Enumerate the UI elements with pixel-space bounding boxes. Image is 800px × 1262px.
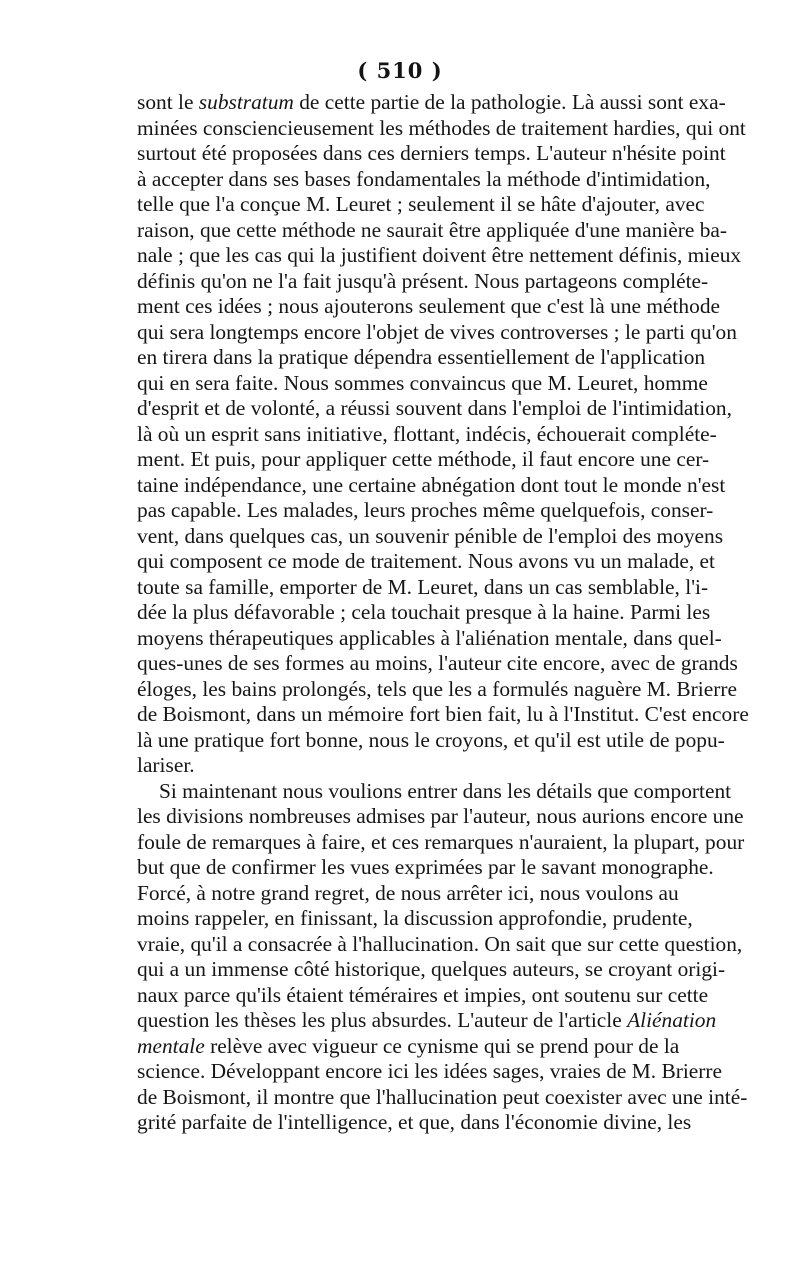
text-line: lariser. xyxy=(137,753,195,777)
text-line: ment. Et puis, pour appliquer cette méthode, il faut encore une cer- xyxy=(137,447,710,471)
text-line: d'esprit et de volonté, a réussi souvent dans l'emploi de l'intimidation, xyxy=(137,396,732,420)
text-line: taine indépendance, une certaine abnégation dont tout le monde n'est xyxy=(137,472,726,497)
text-line: moyens thérapeutiques applicables à l'aliénation mentale, dans quel- xyxy=(137,625,722,650)
text-line: à accepter dans ses bases fondamentales la méthode d'intimidation, xyxy=(137,166,711,191)
page-number: ( 510 ) xyxy=(357,58,443,83)
text-line: telle que l'a conçue M. Leuret ; seulement il se hâte d'ajouter, avec xyxy=(137,192,705,216)
text-line: les divisions nombreuses admises par l'auteur, nous aurions encore une xyxy=(137,804,744,828)
italic-term: Aliénation xyxy=(627,1008,717,1032)
text-line: question les thèses les plus absurdes. L'auteur de l'article Aliénation xyxy=(137,1008,717,1032)
text-line: but que de confirmer les vues exprimées par le savant monographe. xyxy=(137,855,714,879)
text-line: qui composent ce mode de traitement. Nous avons vu un malade, et xyxy=(137,549,715,573)
text-line: qui a un immense côté historique, quelques auteurs, se croyant origi- xyxy=(137,957,726,981)
text-line: définis qu'on ne l'a fait jusqu'à présent. Nous partageons compléte- xyxy=(137,268,709,293)
text-line: mentale relève avec vigueur ce cynisme qui se prend pour de la xyxy=(137,1033,680,1058)
italic-term: substratum xyxy=(198,90,294,114)
text-line: vraie, qu'il a consacrée à l'hallucination. On sait que sur cette question, xyxy=(137,931,743,956)
text-line: science. Développant encore ici les idées sages, vraies de M. Brierre xyxy=(137,1059,723,1083)
text-line: surtout été proposées dans ces derniers temps. L'auteur n'hésite point xyxy=(137,141,726,165)
text-line: pas capable. Les malades, leurs proches même quelquefois, conser- xyxy=(137,498,714,522)
text-line: ment ces idées ; nous ajouterons seulement que c'est là une méthode xyxy=(137,294,721,318)
text-line: là une pratique fort bonne, nous le croyons, et qu'il est utile de popu- xyxy=(137,727,725,752)
text-line: là où un esprit sans initiative, flottant, indécis, échouerait compléte- xyxy=(137,421,717,446)
text-line: qui sera longtemps encore l'objet de vives controverses ; le parti qu'on xyxy=(137,319,737,344)
text-line: de Boismont, dans un mémoire fort bien fait, lu à l'Institut. C'est encore xyxy=(137,702,749,726)
text-line: naux parce qu'ils étaient téméraires et impies, ont soutenu sur cette xyxy=(137,982,709,1007)
text-line: dée la plus défavorable ; cela touchait presque à la haine. Parmi les xyxy=(137,600,711,624)
body-text xyxy=(137,90,749,1136)
text-line: minées consciencieusement les méthodes de traitement hardies, qui ont xyxy=(137,115,746,140)
text-line: ques-unes de ses formes au moins, l'auteur cite encore, avec de grands xyxy=(137,651,738,675)
text-line: Forcé, à notre grand regret, de nous arrêter ici, nous voulons au xyxy=(137,880,679,905)
text-line: foule de remarques à faire, et ces remarques n'auraient, la plupart, pour xyxy=(137,829,745,854)
text-line: de Boismont, il montre que l'hallucination peut coexister avec une inté- xyxy=(137,1084,748,1109)
text-line: éloges, les bains prolongés, tels que les a formulés naguère M. Brierre xyxy=(137,676,737,701)
text-line: en tirera dans la pratique dépendra essentiellement de l'application xyxy=(137,345,706,369)
text-line: grité parfaite de l'intelligence, et que, dans l'économie divine, les xyxy=(137,1110,692,1134)
text-line: sont le substratum de cette partie de la pathologie. Là aussi sont exa- xyxy=(137,90,726,114)
italic-term: mentale xyxy=(137,1033,205,1058)
text-line: nale ; que les cas qui la justifient doivent être nettement définis, mieux xyxy=(137,243,742,267)
text-line: moins rappeler, en finissant, la discussion approfondie, prudente, xyxy=(137,906,693,930)
text-line: vent, dans quelques cas, un souvenir pénible de l'emploi des moyens xyxy=(137,523,724,548)
text-line: raison, que cette méthode ne saurait être appliquée d'une manière ba- xyxy=(137,217,728,242)
text-line: qui en sera faite. Nous sommes convaincus que M. Leuret, homme xyxy=(137,370,708,395)
text-line: Si maintenant nous voulions entrer dans les détails que comportent xyxy=(159,778,732,803)
text-line: toute sa famille, emporter de M. Leuret, dans un cas semblable, l'i- xyxy=(137,574,709,599)
